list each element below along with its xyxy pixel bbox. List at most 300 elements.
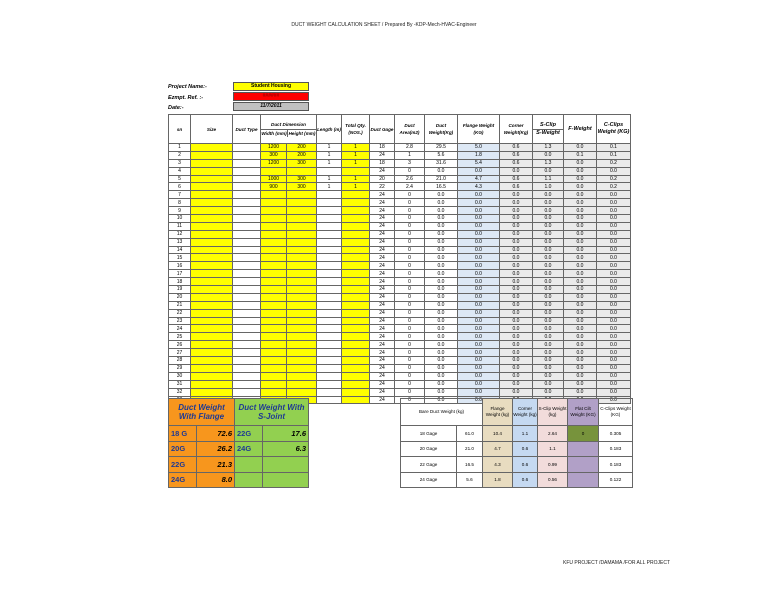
- table-cell[interactable]: [317, 278, 342, 286]
- table-cell: 0.0: [597, 199, 631, 207]
- table-cell[interactable]: [317, 396, 342, 404]
- table-cell: 1: [169, 144, 191, 152]
- table-cell: 0.0: [458, 270, 500, 278]
- table-cell: 24: [370, 254, 395, 262]
- table-cell: 0.0: [533, 238, 564, 246]
- table-cell[interactable]: [287, 207, 317, 215]
- table-cell: 0.0: [533, 309, 564, 317]
- table-cell[interactable]: [191, 341, 233, 349]
- table-cell[interactable]: [287, 254, 317, 262]
- table-cell: 2.8: [395, 144, 425, 152]
- table-cell[interactable]: [233, 254, 261, 262]
- table-cell: 29: [169, 364, 191, 372]
- table-cell[interactable]: [342, 372, 370, 380]
- summary-table: [168, 398, 309, 488]
- table-cell[interactable]: 300: [261, 151, 287, 159]
- table-cell[interactable]: [342, 333, 370, 341]
- table-cell[interactable]: [287, 372, 317, 380]
- table-cell[interactable]: [261, 238, 287, 246]
- table-cell[interactable]: [317, 238, 342, 246]
- table-cell[interactable]: [191, 199, 233, 207]
- table-cell[interactable]: [342, 309, 370, 317]
- table-cell[interactable]: 300: [287, 183, 317, 191]
- gage-cell: 0.6: [513, 457, 538, 473]
- gage-row: [401, 457, 633, 473]
- table-cell: 0.2: [597, 183, 631, 191]
- table-cell[interactable]: [233, 207, 261, 215]
- table-cell[interactable]: [287, 309, 317, 317]
- table-cell[interactable]: 1: [342, 144, 370, 152]
- table-cell[interactable]: [233, 230, 261, 238]
- table-cell[interactable]: [287, 293, 317, 301]
- table-cell[interactable]: [233, 372, 261, 380]
- table-cell[interactable]: [191, 317, 233, 325]
- table-cell: 0.0: [458, 207, 500, 215]
- gage-cell: 0.305: [599, 426, 633, 442]
- table-cell[interactable]: [342, 207, 370, 215]
- table-cell[interactable]: [191, 349, 233, 357]
- table-cell[interactable]: [317, 191, 342, 199]
- table-cell[interactable]: [261, 262, 287, 270]
- table-cell[interactable]: [233, 246, 261, 254]
- table-cell[interactable]: [233, 341, 261, 349]
- table-cell[interactable]: [287, 341, 317, 349]
- table-cell[interactable]: [342, 191, 370, 199]
- summary-gage-flange: 20G: [169, 441, 197, 457]
- table-cell: 24: [370, 333, 395, 341]
- table-cell[interactable]: [233, 270, 261, 278]
- table-cell: 0.0: [425, 388, 458, 396]
- table-cell[interactable]: [287, 278, 317, 286]
- table-cell[interactable]: 1200: [261, 159, 287, 167]
- table-cell[interactable]: [317, 293, 342, 301]
- table-cell: 18: [169, 278, 191, 286]
- table-cell[interactable]: [342, 230, 370, 238]
- table-cell[interactable]: [191, 222, 233, 230]
- table-cell[interactable]: [233, 151, 261, 159]
- table-cell[interactable]: [317, 199, 342, 207]
- table-cell[interactable]: [233, 215, 261, 223]
- table-cell[interactable]: [261, 293, 287, 301]
- table-cell[interactable]: [261, 341, 287, 349]
- table-cell[interactable]: [191, 293, 233, 301]
- hdr-height: Height (mm): [288, 131, 316, 136]
- table-cell[interactable]: [233, 262, 261, 270]
- table-cell: 0: [395, 396, 425, 404]
- table-cell[interactable]: [233, 325, 261, 333]
- hdr-corner-weight: Corner Weight(Kg): [500, 115, 533, 144]
- table-cell: 2: [169, 151, 191, 159]
- table-cell[interactable]: 1200: [261, 144, 287, 152]
- table-cell[interactable]: [317, 309, 342, 317]
- table-cell[interactable]: [287, 380, 317, 388]
- table-cell[interactable]: [191, 151, 233, 159]
- table-cell[interactable]: [191, 357, 233, 365]
- table-cell[interactable]: [191, 159, 233, 167]
- gage-cell: 1.1: [538, 441, 568, 457]
- table-cell[interactable]: [317, 215, 342, 223]
- table-cell[interactable]: [342, 286, 370, 294]
- table-cell[interactable]: [342, 254, 370, 262]
- table-cell: 0.0: [458, 396, 500, 404]
- table-cell[interactable]: [317, 341, 342, 349]
- table-cell[interactable]: 1: [317, 151, 342, 159]
- table-cell[interactable]: [342, 262, 370, 270]
- table-cell: 0.0: [425, 199, 458, 207]
- table-cell[interactable]: [191, 364, 233, 372]
- table-cell[interactable]: 1: [342, 159, 370, 167]
- table-cell[interactable]: [233, 293, 261, 301]
- table-cell: 0.0: [458, 191, 500, 199]
- gage-cell: 0.122: [599, 472, 633, 488]
- table-cell: 24: [370, 199, 395, 207]
- table-cell[interactable]: [233, 278, 261, 286]
- table-cell[interactable]: [233, 159, 261, 167]
- table-cell: 0.0: [533, 349, 564, 357]
- gage-cell: 0.6: [513, 472, 538, 488]
- table-cell[interactable]: [342, 278, 370, 286]
- table-cell[interactable]: [287, 246, 317, 254]
- hdr-flange-kg: Flange Weight (kg): [483, 399, 513, 426]
- table-cell[interactable]: [191, 254, 233, 262]
- table-cell[interactable]: [261, 309, 287, 317]
- hdr-dim-sub: [261, 130, 316, 137]
- table-cell[interactable]: [191, 230, 233, 238]
- table-cell[interactable]: [191, 286, 233, 294]
- table-cell: 0.0: [425, 222, 458, 230]
- table-cell: 0.0: [458, 309, 500, 317]
- hdr-c-clips: C-Clips Weight (KG): [597, 115, 631, 144]
- table-cell[interactable]: [317, 301, 342, 309]
- table-cell[interactable]: [261, 364, 287, 372]
- table-cell: 24: [370, 207, 395, 215]
- table-cell: 0.0: [597, 215, 631, 223]
- table-cell: 0.0: [597, 372, 631, 380]
- table-cell[interactable]: [317, 333, 342, 341]
- table-cell: 0.0: [533, 167, 564, 175]
- table-cell[interactable]: [261, 372, 287, 380]
- table-row: [169, 309, 631, 317]
- table-cell[interactable]: [342, 199, 370, 207]
- table-cell: 0.0: [564, 278, 597, 286]
- table-cell[interactable]: [342, 325, 370, 333]
- table-row: [169, 175, 631, 183]
- table-cell[interactable]: [233, 301, 261, 309]
- table-cell[interactable]: [191, 333, 233, 341]
- table-cell[interactable]: [233, 333, 261, 341]
- table-cell[interactable]: [191, 309, 233, 317]
- table-cell[interactable]: [342, 349, 370, 357]
- table-cell: 0.0: [458, 301, 500, 309]
- table-cell[interactable]: [191, 325, 233, 333]
- table-cell[interactable]: [233, 175, 261, 183]
- table-cell: 4.7: [458, 175, 500, 183]
- table-cell[interactable]: [317, 222, 342, 230]
- table-cell[interactable]: [233, 286, 261, 294]
- project-name-value[interactable]: Student Housing: [233, 82, 309, 91]
- table-cell[interactable]: [261, 333, 287, 341]
- table-cell[interactable]: [317, 380, 342, 388]
- table-cell[interactable]: [191, 278, 233, 286]
- table-cell[interactable]: [317, 262, 342, 270]
- table-cell[interactable]: [342, 301, 370, 309]
- table-row: [169, 199, 631, 207]
- table-cell[interactable]: [261, 167, 287, 175]
- table-cell[interactable]: [287, 357, 317, 365]
- table-cell[interactable]: [261, 286, 287, 294]
- table-cell[interactable]: [261, 191, 287, 199]
- ref-value[interactable]: ######: [233, 92, 309, 101]
- table-cell[interactable]: 1: [317, 183, 342, 191]
- table-cell[interactable]: 200: [287, 151, 317, 159]
- table-cell: 0.0: [425, 396, 458, 404]
- table-cell: 0.0: [425, 301, 458, 309]
- table-cell[interactable]: [317, 372, 342, 380]
- table-cell: 0.0: [458, 254, 500, 262]
- table-cell[interactable]: [342, 246, 370, 254]
- table-cell: 24: [370, 278, 395, 286]
- table-cell[interactable]: 1: [317, 159, 342, 167]
- table-cell: 0.0: [425, 191, 458, 199]
- table-cell[interactable]: [261, 270, 287, 278]
- table-cell[interactable]: [342, 357, 370, 365]
- table-cell[interactable]: [317, 246, 342, 254]
- table-cell[interactable]: [317, 207, 342, 215]
- table-cell[interactable]: [317, 254, 342, 262]
- table-cell: 0.0: [500, 388, 533, 396]
- table-cell[interactable]: [233, 349, 261, 357]
- table-cell[interactable]: [191, 380, 233, 388]
- table-row: [169, 262, 631, 270]
- table-cell: 0.0: [425, 341, 458, 349]
- table-cell[interactable]: [233, 388, 261, 396]
- table-cell[interactable]: [233, 191, 261, 199]
- table-cell[interactable]: [342, 222, 370, 230]
- table-cell[interactable]: [287, 191, 317, 199]
- table-cell[interactable]: [191, 183, 233, 191]
- table-cell[interactable]: [342, 238, 370, 246]
- table-cell[interactable]: 1: [342, 175, 370, 183]
- table-cell: 0.0: [458, 293, 500, 301]
- table-cell[interactable]: [191, 301, 233, 309]
- table-cell[interactable]: [233, 183, 261, 191]
- table-cell[interactable]: [233, 317, 261, 325]
- table-cell: 0.0: [564, 183, 597, 191]
- table-row: [169, 191, 631, 199]
- table-cell[interactable]: [317, 167, 342, 175]
- table-cell: 0: [395, 317, 425, 325]
- table-cell[interactable]: [191, 372, 233, 380]
- table-cell[interactable]: [191, 388, 233, 396]
- table-cell[interactable]: [261, 278, 287, 286]
- summary-gage-flange: 18 G: [169, 426, 197, 442]
- table-row: [169, 207, 631, 215]
- table-cell[interactable]: [233, 238, 261, 246]
- table-cell: 0: [395, 380, 425, 388]
- table-cell[interactable]: [317, 270, 342, 278]
- table-cell: 0.0: [500, 278, 533, 286]
- table-cell: 0: [395, 222, 425, 230]
- table-cell[interactable]: [287, 286, 317, 294]
- table-cell[interactable]: 1: [342, 151, 370, 159]
- table-cell[interactable]: [191, 262, 233, 270]
- table-cell[interactable]: [287, 262, 317, 270]
- table-cell: 0.0: [500, 270, 533, 278]
- table-cell[interactable]: 300: [287, 175, 317, 183]
- table-cell[interactable]: [233, 222, 261, 230]
- table-cell[interactable]: [261, 388, 287, 396]
- table-cell[interactable]: [233, 167, 261, 175]
- table-cell: 0.0: [533, 364, 564, 372]
- table-cell[interactable]: [191, 238, 233, 246]
- table-cell[interactable]: [261, 357, 287, 365]
- table-cell[interactable]: [317, 325, 342, 333]
- gage-cell: 0.183: [599, 457, 633, 473]
- table-cell: 24: [370, 222, 395, 230]
- table-cell[interactable]: [233, 357, 261, 365]
- table-cell[interactable]: [317, 388, 342, 396]
- table-cell: 23: [169, 317, 191, 325]
- table-cell[interactable]: [191, 167, 233, 175]
- table-cell[interactable]: [287, 349, 317, 357]
- table-cell[interactable]: [342, 293, 370, 301]
- table-cell: 0.0: [458, 278, 500, 286]
- table-cell[interactable]: [191, 246, 233, 254]
- table-cell[interactable]: 1: [342, 183, 370, 191]
- table-cell[interactable]: [287, 364, 317, 372]
- table-cell[interactable]: [191, 215, 233, 223]
- table-cell: 0.0: [458, 199, 500, 207]
- table-cell: 31.6: [425, 159, 458, 167]
- table-cell[interactable]: [191, 144, 233, 152]
- table-cell[interactable]: 1: [317, 175, 342, 183]
- table-cell[interactable]: [261, 349, 287, 357]
- table-cell: 0.0: [533, 388, 564, 396]
- table-cell[interactable]: [342, 341, 370, 349]
- table-cell[interactable]: [287, 230, 317, 238]
- table-cell[interactable]: [261, 317, 287, 325]
- table-cell[interactable]: 900: [261, 183, 287, 191]
- table-cell[interactable]: [342, 396, 370, 404]
- table-cell[interactable]: [287, 301, 317, 309]
- table-cell[interactable]: [261, 246, 287, 254]
- table-cell[interactable]: [287, 215, 317, 223]
- table-cell[interactable]: [342, 215, 370, 223]
- table-cell[interactable]: [287, 333, 317, 341]
- table-cell[interactable]: [287, 325, 317, 333]
- table-cell[interactable]: [317, 317, 342, 325]
- table-cell: 0.0: [597, 325, 631, 333]
- summary-value-flange: 8.0: [197, 472, 235, 488]
- table-cell: 22: [169, 309, 191, 317]
- table-cell[interactable]: [191, 270, 233, 278]
- table-cell[interactable]: [342, 380, 370, 388]
- table-cell[interactable]: [287, 270, 317, 278]
- table-cell: 0.0: [564, 317, 597, 325]
- table-cell[interactable]: [191, 191, 233, 199]
- table-cell[interactable]: [233, 364, 261, 372]
- table-cell[interactable]: [261, 325, 287, 333]
- gage-cell: [568, 457, 599, 473]
- table-cell: 0.0: [458, 364, 500, 372]
- table-cell[interactable]: [261, 380, 287, 388]
- table-cell[interactable]: [287, 317, 317, 325]
- table-cell[interactable]: [261, 207, 287, 215]
- table-cell[interactable]: [287, 199, 317, 207]
- table-cell: 0.0: [564, 222, 597, 230]
- table-cell[interactable]: [317, 357, 342, 365]
- hdr-s-clip-title: S-Clip: [533, 121, 563, 130]
- table-cell[interactable]: [233, 144, 261, 152]
- hdr-length: Length (m): [317, 115, 342, 144]
- table-cell[interactable]: [317, 286, 342, 294]
- table-cell: 0.0: [458, 230, 500, 238]
- table-cell[interactable]: [342, 270, 370, 278]
- table-cell[interactable]: 300: [287, 159, 317, 167]
- table-cell: 0.0: [425, 207, 458, 215]
- table-cell[interactable]: [261, 230, 287, 238]
- table-cell[interactable]: [342, 167, 370, 175]
- table-cell[interactable]: [342, 364, 370, 372]
- table-cell[interactable]: [317, 349, 342, 357]
- table-cell: 0.0: [458, 388, 500, 396]
- table-cell[interactable]: [261, 215, 287, 223]
- table-cell[interactable]: [261, 254, 287, 262]
- table-cell: 0.0: [597, 309, 631, 317]
- table-cell[interactable]: [261, 222, 287, 230]
- table-cell[interactable]: 1000: [261, 175, 287, 183]
- summary-value-sjoint: 17.6: [263, 426, 309, 442]
- table-cell: 0.0: [533, 191, 564, 199]
- table-cell[interactable]: [317, 230, 342, 238]
- table-cell[interactable]: 200: [287, 144, 317, 152]
- table-cell: 0.0: [597, 301, 631, 309]
- table-cell[interactable]: [261, 199, 287, 207]
- table-cell[interactable]: [287, 238, 317, 246]
- hdr-s-weight: S-Weight: [536, 130, 560, 136]
- table-cell: 0: [395, 349, 425, 357]
- hdr-duct-type: Duct Type: [233, 115, 261, 144]
- table-cell: 1: [395, 151, 425, 159]
- table-cell: 0.0: [425, 167, 458, 175]
- date-value[interactable]: 11/7/2011: [233, 102, 309, 111]
- table-cell[interactable]: [317, 364, 342, 372]
- table-cell: 24: [370, 349, 395, 357]
- table-cell: 11: [169, 222, 191, 230]
- table-cell[interactable]: [233, 309, 261, 317]
- table-cell[interactable]: [287, 167, 317, 175]
- table-cell[interactable]: [191, 207, 233, 215]
- table-cell: 15: [169, 254, 191, 262]
- table-cell[interactable]: 1: [317, 144, 342, 152]
- table-cell: 0.0: [500, 199, 533, 207]
- table-cell: 0.0: [425, 364, 458, 372]
- table-cell: 24: [370, 246, 395, 254]
- table-cell[interactable]: [233, 380, 261, 388]
- table-cell[interactable]: [233, 199, 261, 207]
- table-cell: 0.6: [500, 144, 533, 152]
- table-cell[interactable]: [342, 388, 370, 396]
- table-cell: 0.0: [500, 309, 533, 317]
- table-cell[interactable]: [287, 388, 317, 396]
- table-cell: 24: [370, 325, 395, 333]
- hdr-f-weight: F-Weight: [564, 115, 597, 144]
- table-cell[interactable]: [261, 301, 287, 309]
- table-cell[interactable]: [287, 222, 317, 230]
- gage-cell: 0.183: [599, 441, 633, 457]
- table-cell[interactable]: [342, 317, 370, 325]
- table-cell[interactable]: [191, 175, 233, 183]
